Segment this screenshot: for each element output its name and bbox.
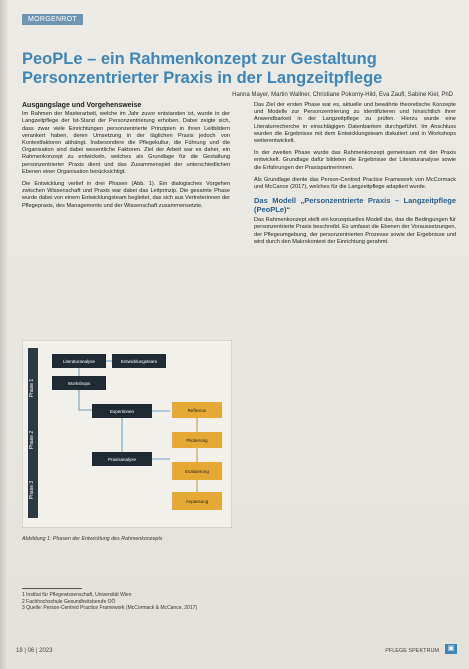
article-title: PeoPLe – ein Rahmenkonzept zur Gestaltung Personzentrierter Praxis in der Langzeitpflege — [22, 50, 383, 87]
left-paragraph-2: Die Entwicklung verlief in drei Phasen (Abb. 1). Ein dialogisches Vorgehen zwischen Wissenschaft und Praxis war dabei das Leitprinzip. Die gesamte Phase wurde dabei von einem Entwicklungsteam begleitet, das sich aus Vertreterinnen der Pflegepraxis, des Managements und der Wissenschaft zusammensetzte. — [22, 181, 230, 209]
right-paragraph-4: Das Rahmenkonzept stellt ein konzeptuelles Modell dar, das die Bedingungen für personzentrierte Praxis beschreibt. Es umfasst die Ebenen der Voraussetzungen, der Pflegeumgebung, der personzentrierten Prozesse sowie der Ergebnisse und wird durch den Makrokontext der Einrichtung gerahmt. — [254, 217, 456, 245]
dark-box-label-5: Praxisanalyse — [107, 457, 137, 462]
right-heading: Das Modell „Personzentrierte Praxis – Langzeitpflege (PeoPLe)“ — [254, 196, 456, 214]
left-paragraph-1: Im Rahmen der Masterarbeit, welche im Jahr zuvor entstanden ist, wurde in der Langzeitpflege der Ist-Stand der Personzentrierung erhoben. Dabei zeigte sich, dass zwar viele Einrichtungen personzentrierte Prinzipien in ihren Leitbildern verankert haben, deren Umsetzung in der täglichen Praxis jedoch von Kontextfaktoren abhängt. Insbesondere die Pflegekultur, die Führung und die Organisation sind dabei wesentliche Faktoren. Ziel der Arbeit war es daher, ein Rahmenkonzept zu entwickeln, welches als Grundlage für die Gestaltung personzentrierter Praxis dient und das Zusammenspiel der unterschiedlichen Ebenen einer Organisation berücksichtigt. — [22, 111, 230, 175]
phase-label-3: Phase 3 — [29, 480, 35, 500]
phase-label-1: Phase 1 — [29, 378, 35, 398]
footnote-1: 1 Institut für Pflegewissenschaft, Universität Wien — [22, 592, 132, 598]
footnote-2: 2 Fachhochschule Gesundheitsberufe OÖ — [22, 598, 116, 605]
right-paragraph-2: In der zweiten Phase wurde das Rahmenkonzept gemeinsam mit der Praxis entwickelt. Grundlage dafür bildeten die Ergebnisse der Literaturanalyse sowie die Erfahrungen der Praxispartnerinnen. — [254, 150, 456, 171]
left-heading: Ausgangslage und Vorgehensweise — [22, 102, 142, 109]
footnote-rule — [22, 588, 82, 589]
journal-name: PFLEGE SPEKTRUM — [385, 648, 439, 654]
dark-box-label-3: Workshops — [67, 381, 91, 386]
figure-caption: Abbildung 1: Phasen der Entwicklung des Rahmenkonzepts — [22, 536, 163, 542]
phase-label-2: Phase 2 — [29, 430, 35, 450]
journal-logo-icon: ▣ — [445, 644, 457, 654]
page-number: 18 | 06 | 2023 — [16, 648, 53, 654]
left-column — [22, 102, 230, 215]
gold-box-label-1: Reflexion — [187, 408, 207, 413]
gold-box-label-2: Pilotierung — [186, 438, 208, 443]
gold-box-label-4: Anpassung — [185, 499, 209, 504]
diagram-svg — [22, 340, 232, 528]
dark-box-label-4: Expertinnen — [109, 409, 135, 414]
footnotes — [22, 592, 322, 612]
right-paragraph-3: Als Grundlage diente das Person-Centred Practice Framework von McCormack und McCance (2017), welches für die Langzeitpflege adaptiert wurde. — [254, 176, 456, 191]
dark-box-label-2: Entwicklungsteam — [120, 359, 158, 364]
section-tag: MORGENROT — [22, 14, 83, 25]
figure-process-diagram — [22, 340, 232, 528]
footnote-3: 3 Quelle: Person-Centred Practice Framework (McCormack & McCance, 2017) — [22, 605, 198, 612]
dark-box-label-1: Literaturanalyse — [62, 359, 96, 364]
right-column — [254, 102, 456, 251]
page-edge — [0, 0, 8, 669]
authors-line: Hanna Mayer, Martin Wallner, Christiane Pokorny-Hild, Eva Zaufl, Sabine Kiel, PhD — [232, 92, 453, 98]
right-paragraph-1: Das Ziel der ersten Phase war es, aktuelle und bewährte theoretische Konzepte und Modelle zur Personzentrierung zu identifizieren und hinsichtlich ihrer Anwendbarkeit in der Langzeitpflege zu prüfen. Hierzu wurde eine Literaturrecherche in einschlägigen Datenbanken durchgeführt. Im Anschluss wurden die Ergebnisse mit dem Entwicklungsteam diskutiert und in Workshops weiterentwickelt. — [254, 102, 456, 145]
gold-box-label-3: Evaluierung — [185, 469, 209, 474]
